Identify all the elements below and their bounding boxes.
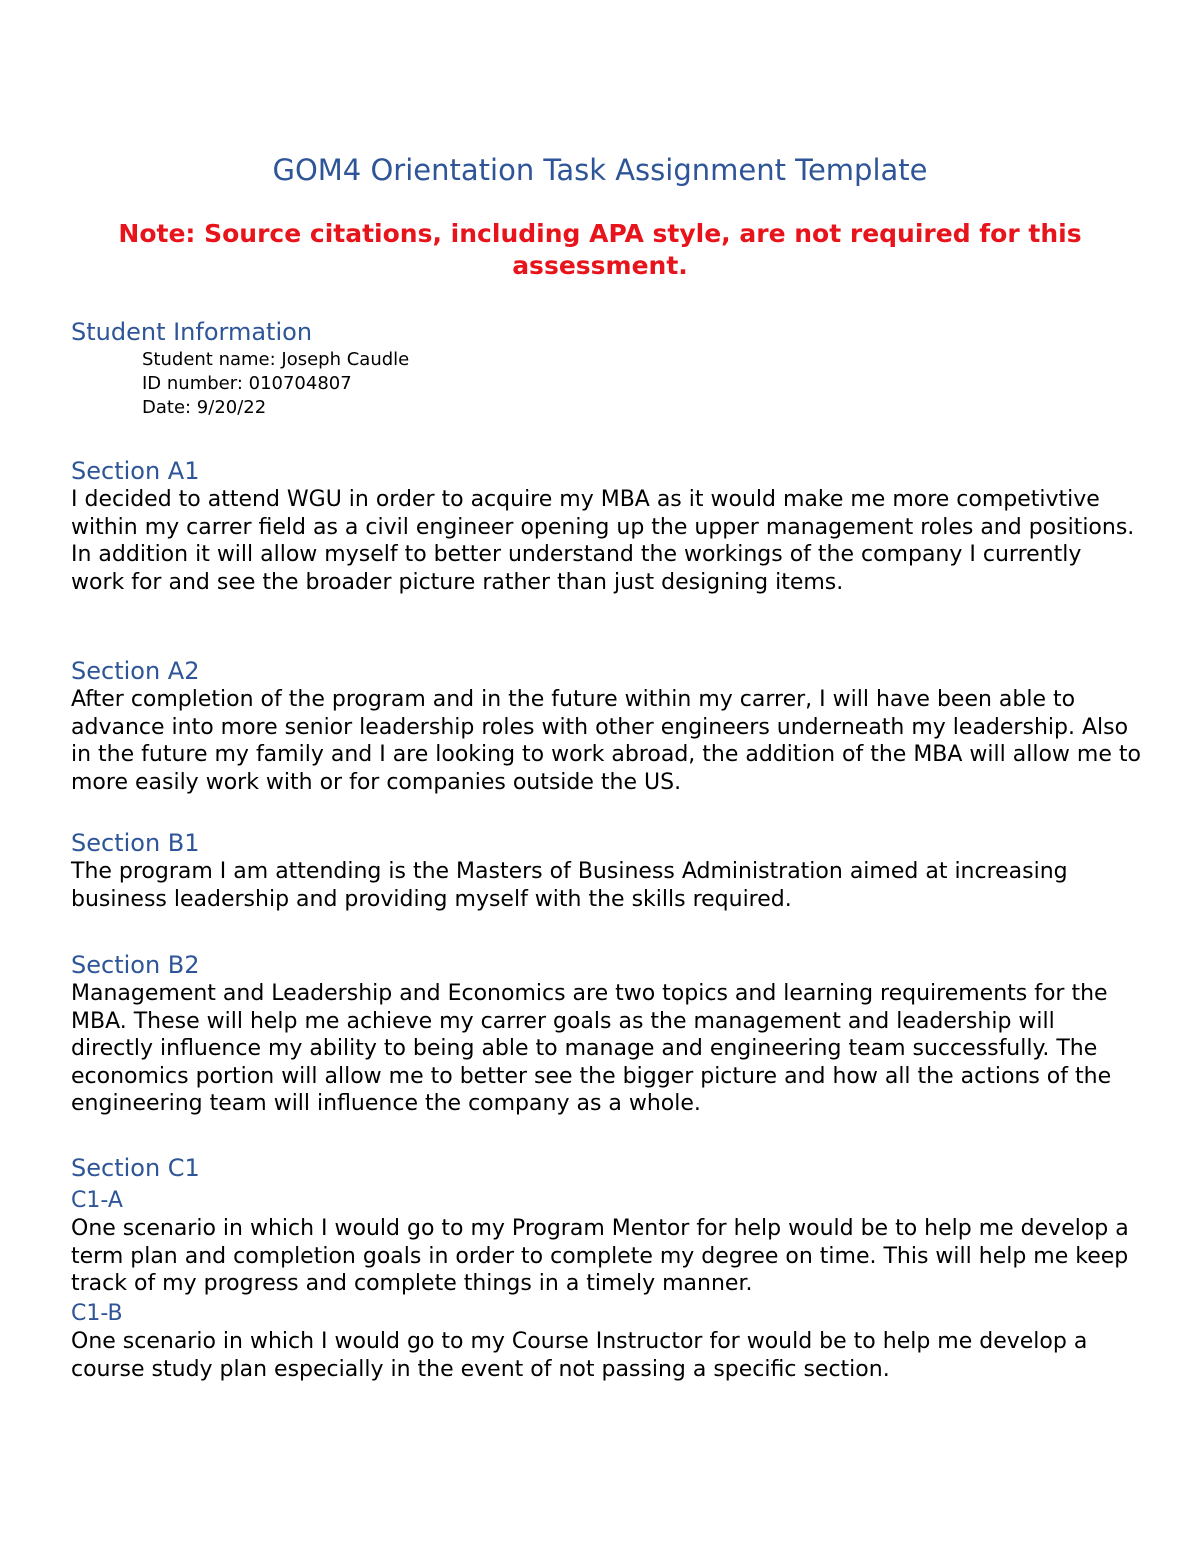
section-a2-text: After completion of the program and in the future within my carrer, I will have been able to advance into more senior leadership roles with other engineers underneath my leadership. Also in the future my family and I are looking to work abroad, the addition of the MBA will allow me to more easily work with or for companies outside the US. <box>71 687 1141 795</box>
section-c1-heading: Section C1 <box>71 1154 200 1182</box>
student-information-heading: Student Information <box>71 318 313 346</box>
section-c1-a-text: One scenario in which I would go to my Program Mentor for help would be to help me develop a term plan and completion goals in order to complete my degree on time. This will help me keep track of my progress and complete things in a timely manner. <box>71 1216 1129 1297</box>
section-c1-b-text: One scenario in which I would go to my Course Instructor for would be to help me develop a course study plan especially in the event of not passing a specific section. <box>71 1329 1088 1382</box>
section-c1-a-heading: C1-A <box>71 1188 123 1213</box>
document-title: GOM4 Orientation Task Assignment Template <box>272 153 928 187</box>
submission-date: Date: 9/20/22 <box>142 397 267 418</box>
section-c1-b-heading: C1-B <box>71 1301 123 1326</box>
section-a2-heading: Section A2 <box>71 657 200 685</box>
student-name: Student name: Joseph Caudle <box>142 349 410 370</box>
section-b2-heading: Section B2 <box>71 951 200 979</box>
section-b1-heading: Section B1 <box>71 829 200 857</box>
citation-note: Note: Source citations, including APA style, are not required for this assessment. <box>118 219 1082 280</box>
section-b2-text: Management and Leadership and Economics are two topics and learning requirements for the MBA. These will help me achieve my carrer goals as the management and leadership will directly influence my ability to being able to manage and engineering team successfully. The economics portion will allow me to better see the bigger picture and how all the actions of the engineering team will influence the company as a whole. <box>71 981 1112 1117</box>
section-a1-heading: Section A1 <box>71 457 200 485</box>
section-b1-text: The program I am attending is the Masters of Business Administration aimed at increasing business leadership and providing myself with the skills required. <box>71 859 1068 912</box>
section-a1-text: I decided to attend WGU in order to acquire my MBA as it would make me more competivtive within my carrer field as a civil engineer opening up the upper management roles and positions. In addition it will allow myself to better understand the workings of the company I currently work for and see the broader picture rather than just designing items. <box>71 487 1135 595</box>
student-id-number: ID number: 010704807 <box>142 373 352 394</box>
